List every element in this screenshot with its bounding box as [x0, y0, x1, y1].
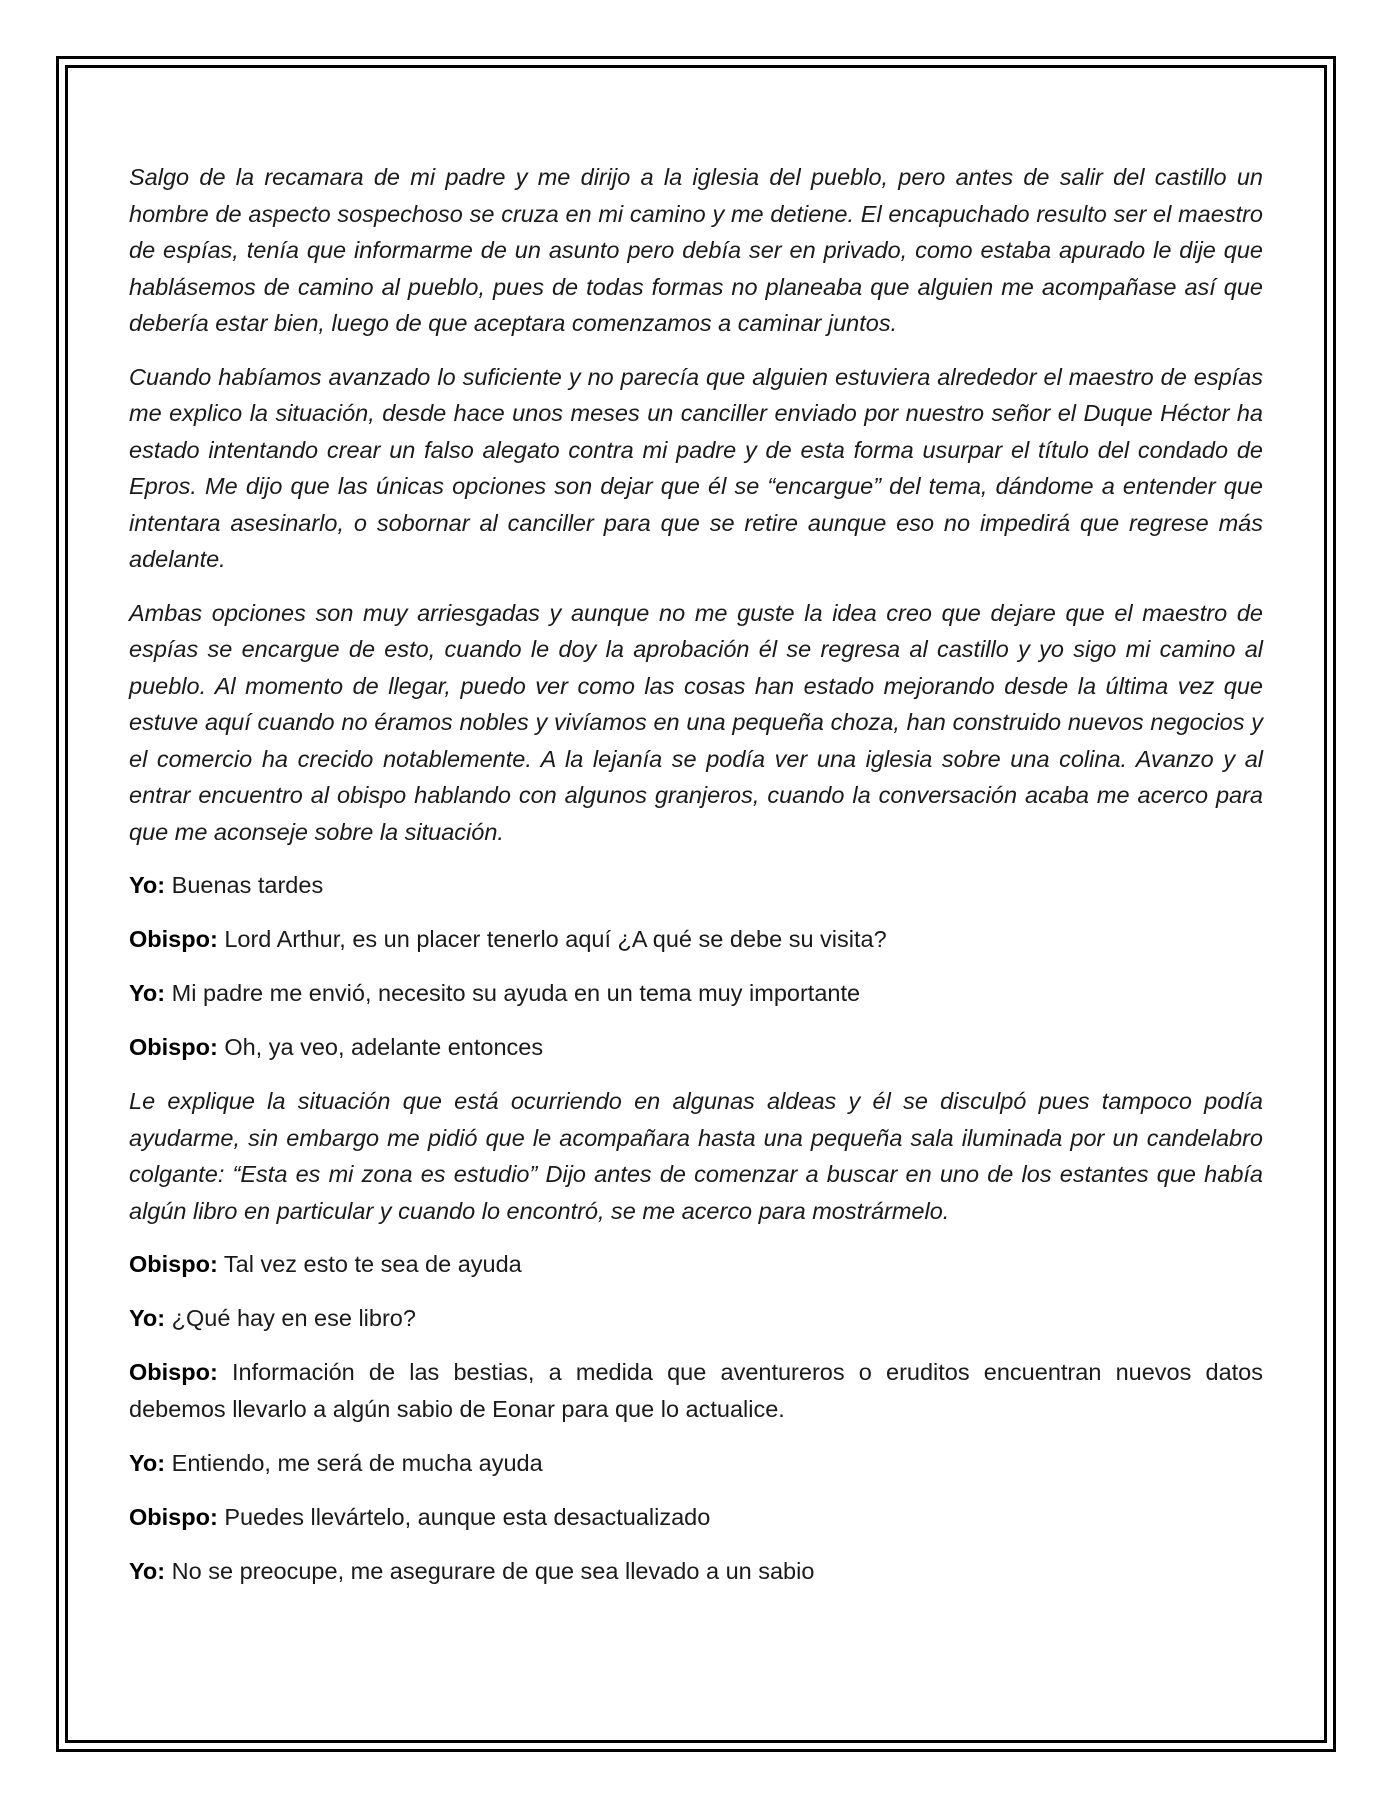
- speaker-label: Yo:: [129, 1305, 166, 1331]
- narration-paragraph: Le explique la situación que está ocurriendo en algunas aldeas y él se disculpó pues tampoco podía ayudarme, sin embargo me pidió que le acompañara hasta una pequeña sala iluminada por un candelabro colgante: “Esta es mi zona es estudio” Dijo antes de comenzar a buscar en uno de los estantes que había algún libro en particular y cuando lo encontró, se me acerco para mostrármelo.: [129, 1088, 1263, 1224]
- dialogue-line: [129, 1246, 1263, 1283]
- speaker-label: Yo:: [129, 980, 166, 1006]
- dialogue-text: ¿Qué hay en ese libro?: [171, 1305, 416, 1331]
- narration-paragraph: Salgo de la recamara de mi padre y me dirijo a la iglesia del pueblo, pero antes de salir del castillo un hombre de aspecto sospechoso se cruza en mi camino y me detiene. El encapuchado resulto ser el maestro de espías, tenía que informarme de un asunto pero debía ser en privado, como estaba apurado le dije que hablásemos de camino al pueblo, pues de todas formas no planeaba que alguien me acompañase así que debería estar bien, luego de que aceptara comenzamos a caminar juntos.: [129, 164, 1263, 336]
- dialogue-line: [129, 975, 1263, 1012]
- speaker-label: Yo:: [129, 1449, 166, 1476]
- dialogue-text: Tal vez esto te sea de ayuda: [223, 1251, 522, 1277]
- dialogue-line: [129, 1499, 1263, 1536]
- narration-paragraph: Cuando habíamos avanzado lo suficiente y no parecía que alguien estuviera alrededor el maestro de espías me explico la situación, desde hace unos meses un canciller enviado por nuestro señor el Duque Héctor ha estado intentando crear un falso alegato contra mi padre y de esta forma usurpar el título del condado de Epros. Me dijo que las únicas opciones son dejar que él se “encargue” del tema, dándome a entender que intentara asesinarlo, o sobornar al canciller para que se retire aunque eso no impedirá que regrese más adelante.: [129, 363, 1263, 572]
- speaker-label: Yo:: [129, 1557, 166, 1584]
- document-body: [129, 159, 1263, 1607]
- dialogue-line: [129, 1553, 1263, 1590]
- speaker-label: Obispo:: [129, 1503, 218, 1530]
- speaker-label: Obispo:: [129, 1034, 218, 1060]
- dialogue-line: [129, 867, 1263, 904]
- narration-paragraph: Ambas opciones son muy arriesgadas y aunque no me guste la idea creo que dejare que el maestro de espías se encargue de esto, cuando le doy la aprobación él se regresa al castillo y yo sigo mi camino al pueblo. Al momento de llegar, puedo ver como las cosas han estado mejorando desde la última vez que estuve aquí cuando no éramos nobles y vivíamos en una pequeña choza, han construido nuevos negocios y el comercio ha crecido notablemente. A la lejanía se podía ver una iglesia sobre una colina. Avanzo y al entrar encuentro al obispo hablando con algunos granjeros, cuando la conversación acaba me acerco para que me aconseje sobre la situación.: [129, 599, 1263, 845]
- dialogue-text: Puedes llevártelo, aunque esta desactualizado: [224, 1503, 711, 1530]
- dialogue-line: [129, 921, 1263, 958]
- dialogue-text: No se preocupe, me asegurare de que sea llevado a un sabio: [171, 1557, 815, 1584]
- dialogue-text: Entiendo, me será de mucha ayuda: [171, 1449, 543, 1476]
- dialogue-text: Buenas tardes: [171, 872, 324, 898]
- dialogue-text: Lord Arthur, es un placer tenerlo aquí ¿A qué se debe su visita?: [224, 926, 887, 952]
- dialogue-line: [129, 1445, 1263, 1482]
- dialogue-text: Información de las bestias, a medida que aventureros o eruditos encuentran nuevos datos debemos llevarlo a algún sabio de Eonar para que lo actualice.: [129, 1359, 1264, 1422]
- dialogue-text: Oh, ya veo, adelante entonces: [224, 1034, 544, 1060]
- speaker-label: Obispo:: [129, 1359, 218, 1385]
- dialogue-text: Mi padre me envió, necesito su ayuda en un tema muy importante: [171, 980, 861, 1006]
- dialogue-line: [129, 1354, 1263, 1427]
- speaker-label: Obispo:: [129, 1251, 218, 1277]
- dialogue-line: [129, 1029, 1263, 1066]
- speaker-label: Obispo:: [129, 926, 218, 952]
- speaker-label: Yo:: [129, 872, 166, 898]
- dialogue-line: [129, 1300, 1263, 1337]
